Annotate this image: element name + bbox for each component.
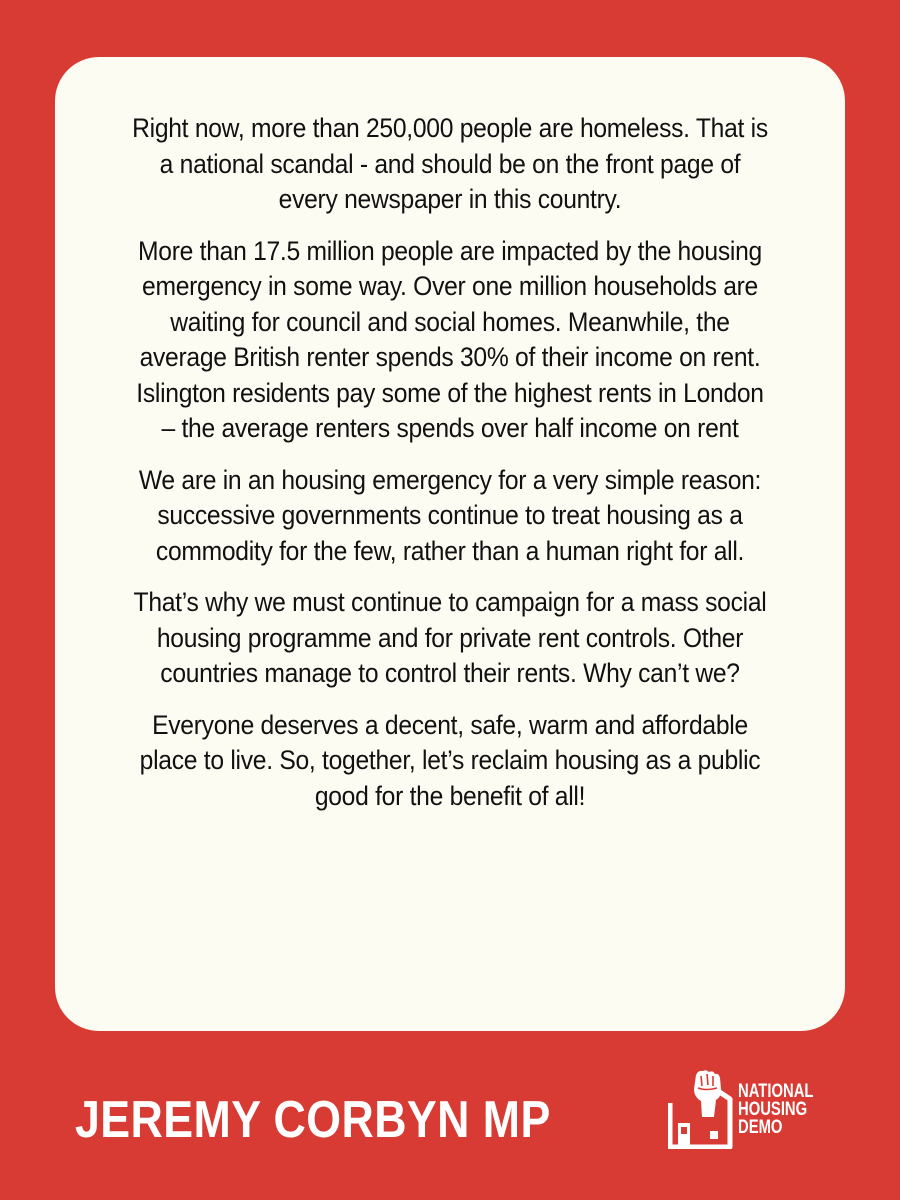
quote-card [55,57,845,1031]
logo-line-housing: HOUSING [738,1099,808,1120]
logo-line-demo: DEMO [738,1117,783,1138]
quote-paragraph-2: More than 17.5 million people are impacted by the housing emergency in some way. Over one million households are waiting for council and social homes. Meanwhile, the average British renter spends 30% of their income on rent. Islington residents pay some of the highest rents in London – the average renters spends over half income on rent [136,235,764,443]
quote-paragraph-1: Right now, more than 250,000 people are homeless. That is a national scandal - and should be on the front page of every newspaper in this country. [132,113,768,214]
quote-paragraph-4: That’s why we must continue to campaign for a mass social housing programme and for private rent controls. Other countries manage to control their rents. Why can’t we? [133,587,767,688]
quote-paragraph-5: Everyone deserves a decent, safe, warm and affordable place to live. So, together, let’s reclaim housing as a public good for the benefit of all! [139,709,761,811]
raised-fist-house-icon [668,1069,734,1149]
logo-line-national: NATIONAL [738,1081,814,1102]
signature: JEREMY CORBYN MP [75,1091,551,1149]
national-housing-demo-logo [668,1069,838,1155]
logo-text [738,1083,813,1137]
quote-paragraph-3: We are in an housing emergency for a very simple reason: successive governments continue to treat housing as a commodity for the few, rather than a human right for all. [138,464,762,566]
